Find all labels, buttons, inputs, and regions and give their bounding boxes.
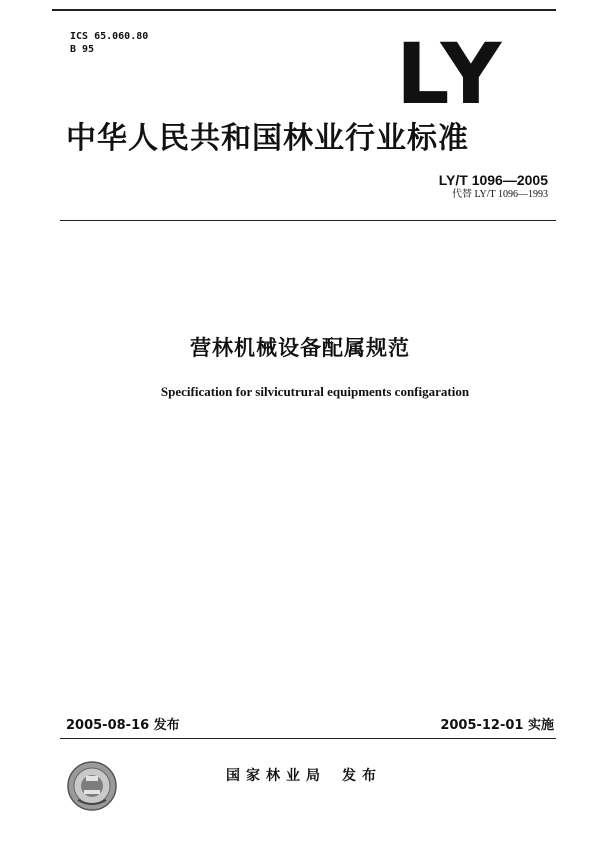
document-title-english: Specification for silvicutrural equipments configaration — [160, 384, 470, 399]
document-title: 营林机械设备配属规范 — [190, 336, 410, 360]
implementation-date: 2005-12-01 实施 — [440, 718, 554, 733]
standard-title: 中华人民共和国林业行业标准 — [66, 121, 469, 156]
classification-codes — [70, 30, 148, 56]
ccs-code: B 95 — [70, 44, 95, 55]
issuer-action: 发布 — [342, 768, 382, 784]
standard-code: LY/T 1096—2005 — [438, 172, 548, 188]
release-date: 2005-08-16 发布 — [66, 718, 180, 733]
issuer-name: 国家林业局 — [226, 768, 326, 784]
ics-code: ICS 65.060.80 — [70, 31, 149, 42]
seal-emblem-icon — [66, 760, 118, 812]
top-rule — [52, 9, 556, 11]
header-rule — [60, 220, 556, 221]
footer-rule — [60, 738, 556, 739]
standard-code-block — [439, 172, 548, 202]
ly-logo: LY — [396, 25, 506, 123]
replaces-code: 代替 LY/T 1096—1993 — [451, 189, 548, 200]
issuer-line — [226, 765, 382, 785]
